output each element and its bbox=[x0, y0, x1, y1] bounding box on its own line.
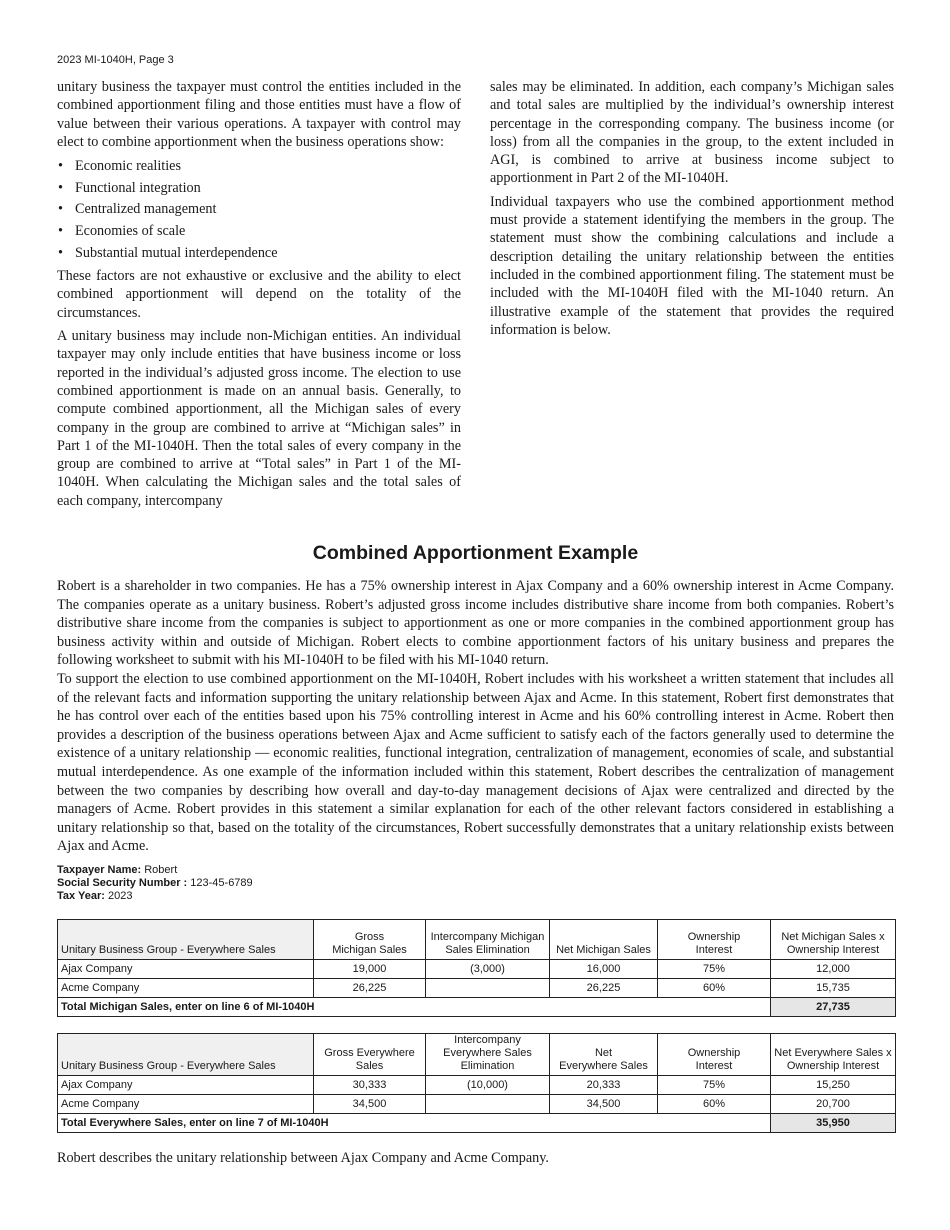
section-title: Combined Apportionment Example bbox=[312, 542, 639, 564]
paragraph: To support the election to use combined apportionment on the MI-1040H, Robert includes with his worksheet a written statement that includes all of the relevant facts and information supporting the unitary relationship between Ajax and Acme. In this statement, Robert first demonstrates that he has control over each of the entities based upon his 75% controlling interest in Acme and his 60% controlling interest in Acme. Robert then provides a description of the business operations between Ajax and Acme sufficient to satisfy each of the factors generally used to determine the existence of a unitary relationship — economic realities, functional integration, centralization of management, economies of scale, and substantial mutual interdependence. As one example of the information included within this statement, Robert describes the centralization of management between the two companies by describing how overall and day-to-day management decisions of Ajax were centralized and directed by the managers of Acme. Robert provides in this statement a similar explanation for each of the other relevant factors considered in establishing a unitary relationship so that, based on the totality of the circumstances, Robert successfully demonstrates that a unitary relationship exists between Ajax and Acme. bbox=[57, 670, 894, 855]
column-header: Ownership Interest bbox=[658, 1034, 771, 1076]
tax-year-value: 2023 bbox=[104, 890, 133, 902]
table-cell: 20,700 bbox=[771, 1095, 896, 1114]
paragraph: unitary business the taxpayer must control the entities included in the combined apportionment filing and those entities must have a flow of value between their various operations. A taxpayer with control may elect to combine apportionment when the business operations show: bbox=[57, 79, 461, 150]
paragraph: sales may be eliminated. In addition, each company’s Michigan sales and total sales are multiplied by the individual’s ownership interest percentage in the corresponding company. The business income (or loss) from all the companies in the group, to the extent included in AGI, is combined to arrive at business income subject to apportionment in Part 2 of the MI-1040H. bbox=[490, 79, 894, 187]
table-cell: 19,000 bbox=[314, 960, 426, 979]
total-value: 27,735 bbox=[771, 998, 896, 1017]
taxpayer-name: Robert bbox=[141, 864, 178, 876]
total-label: Total Everywhere Sales, enter on line 7 of MI-1040H bbox=[58, 1114, 771, 1133]
ssn-value: 123-45-6789 bbox=[187, 877, 253, 889]
example-text bbox=[57, 577, 894, 856]
column-header: Net Everywhere Sales bbox=[550, 1034, 658, 1076]
table-cell: Ajax Company bbox=[58, 1076, 314, 1095]
paragraph: These factors are not exhaustive or exclusive and the ability to elect combined apportionment will depend on the totality of the circumstances. bbox=[57, 268, 461, 321]
column-header: Gross Everywhere Sales bbox=[314, 1034, 426, 1076]
paragraph: Robert is a shareholder in two companies. He has a 75% ownership interest in Ajax Company and a 60% ownership interest in Acme Company. The companies operate as a unitary business. Robert’s adjusted gross income includes distributive share income from both companies. Robert’s distributive share income from the companies is subject to apportionment as one or more companies in the combined apportionment group has business activity within and outside of Michigan. Robert elects to combine apportionment factors of his unitary business and prepares the following worksheet to submit with his MI-1040H to be filed with his MI-1040 return. bbox=[57, 578, 894, 669]
table-cell: 26,225 bbox=[550, 979, 658, 998]
table-cell: 16,000 bbox=[550, 960, 658, 979]
table-cell: Acme Company bbox=[58, 979, 314, 998]
column-header: Intercompany Everywhere Sales Elimination bbox=[426, 1034, 550, 1076]
list-item: • Substantial mutual interdependence bbox=[57, 243, 461, 265]
table-cell: 26,225 bbox=[314, 979, 426, 998]
table-header-row bbox=[58, 1034, 896, 1076]
table-cell: Acme Company bbox=[58, 1095, 314, 1114]
ssn-line bbox=[57, 877, 253, 890]
table-cell: (10,000) bbox=[426, 1076, 550, 1095]
table-cell: (3,000) bbox=[426, 960, 550, 979]
column-header: Unitary Business Group - Everywhere Sales bbox=[58, 1034, 314, 1076]
field-label: Social Security Number : bbox=[57, 877, 188, 889]
column-header: Ownership Interest bbox=[658, 920, 771, 960]
table-row bbox=[58, 960, 896, 979]
table-cell: 30,333 bbox=[314, 1076, 426, 1095]
table-cell bbox=[426, 979, 550, 998]
table-cell: Ajax Company bbox=[58, 960, 314, 979]
left-column bbox=[57, 78, 461, 515]
table-cell: 15,250 bbox=[771, 1076, 896, 1095]
paragraph: Individual taxpayers who use the combined apportionment method must provide a statement identifying the members in the group. The statement must show the combining calculations and include a description detailing the unitary relationship between the entities included in the combined apportionment filing. The statement must be included with the MI-1040H filed with the MI-1040 return. An illustrative example of the statement that provides the required information is below. bbox=[490, 193, 894, 338]
total-row bbox=[58, 998, 896, 1017]
table-cell: 34,500 bbox=[550, 1095, 658, 1114]
everywhere-sales-table bbox=[57, 1033, 896, 1133]
table-cell: 34,500 bbox=[314, 1095, 426, 1114]
column-header: Intercompany Michigan Sales Elimination bbox=[426, 920, 550, 960]
michigan-sales-table bbox=[57, 919, 896, 1017]
table-row bbox=[58, 1095, 896, 1114]
table-cell: 75% bbox=[658, 1076, 771, 1095]
taxpayer-info bbox=[57, 864, 253, 903]
right-column bbox=[490, 78, 894, 344]
table-cell: 20,333 bbox=[550, 1076, 658, 1095]
field-label: Taxpayer Name: bbox=[57, 864, 142, 876]
column-header: Net Everywhere Sales x Ownership Interest bbox=[771, 1034, 896, 1076]
column-header: Net Michigan Sales bbox=[550, 920, 658, 960]
table-cell: 75% bbox=[658, 960, 771, 979]
list-item: • Economies of scale bbox=[57, 221, 461, 243]
table-row bbox=[58, 1076, 896, 1095]
factor-list bbox=[57, 156, 461, 264]
page-header: 2023 MI-1040H, Page 3 bbox=[57, 54, 174, 66]
column-header: Net Michigan Sales x Ownership Interest bbox=[771, 920, 896, 960]
table-row bbox=[58, 979, 896, 998]
table-header-row bbox=[58, 920, 896, 960]
column-header: Unitary Business Group - Everywhere Sales bbox=[58, 920, 314, 960]
list-item: • Economic realities bbox=[57, 156, 461, 178]
paragraph: A unitary business may include non-Michigan entities. An individual taxpayer may only include entities that have business income or loss reported in the individual’s adjusted gross income. The election to use combined apportionment is made on an annual basis. Generally, to compute combined apportionment, all the Michigan sales of every company in the group are combined to arrive at “Michigan sales” in Part 1 of the MI-1040H. Then the total sales of every company in the group are combined to arrive at “Total sales” in Part 1 of the MI-1040H. When calculating the Michigan sales and the total sales of each company, intercompany bbox=[57, 328, 461, 509]
total-value: 35,950 bbox=[771, 1114, 896, 1133]
table-cell bbox=[426, 1095, 550, 1114]
field-label: Tax Year: bbox=[57, 890, 105, 902]
list-item: • Centralized management bbox=[57, 199, 461, 221]
table-cell: 12,000 bbox=[771, 960, 896, 979]
column-header: Gross Michigan Sales bbox=[314, 920, 426, 960]
tax-year-line bbox=[57, 890, 253, 903]
closing-statement: Robert describes the unitary relationship between Ajax Company and Acme Company. bbox=[57, 1150, 549, 1166]
taxpayer-name-line bbox=[57, 864, 253, 877]
table-cell: 60% bbox=[658, 1095, 771, 1114]
table-cell: 15,735 bbox=[771, 979, 896, 998]
total-row bbox=[58, 1114, 896, 1133]
list-item: • Functional integration bbox=[57, 178, 461, 200]
total-label: Total Michigan Sales, enter on line 6 of MI-1040H bbox=[58, 998, 771, 1017]
table-cell: 60% bbox=[658, 979, 771, 998]
